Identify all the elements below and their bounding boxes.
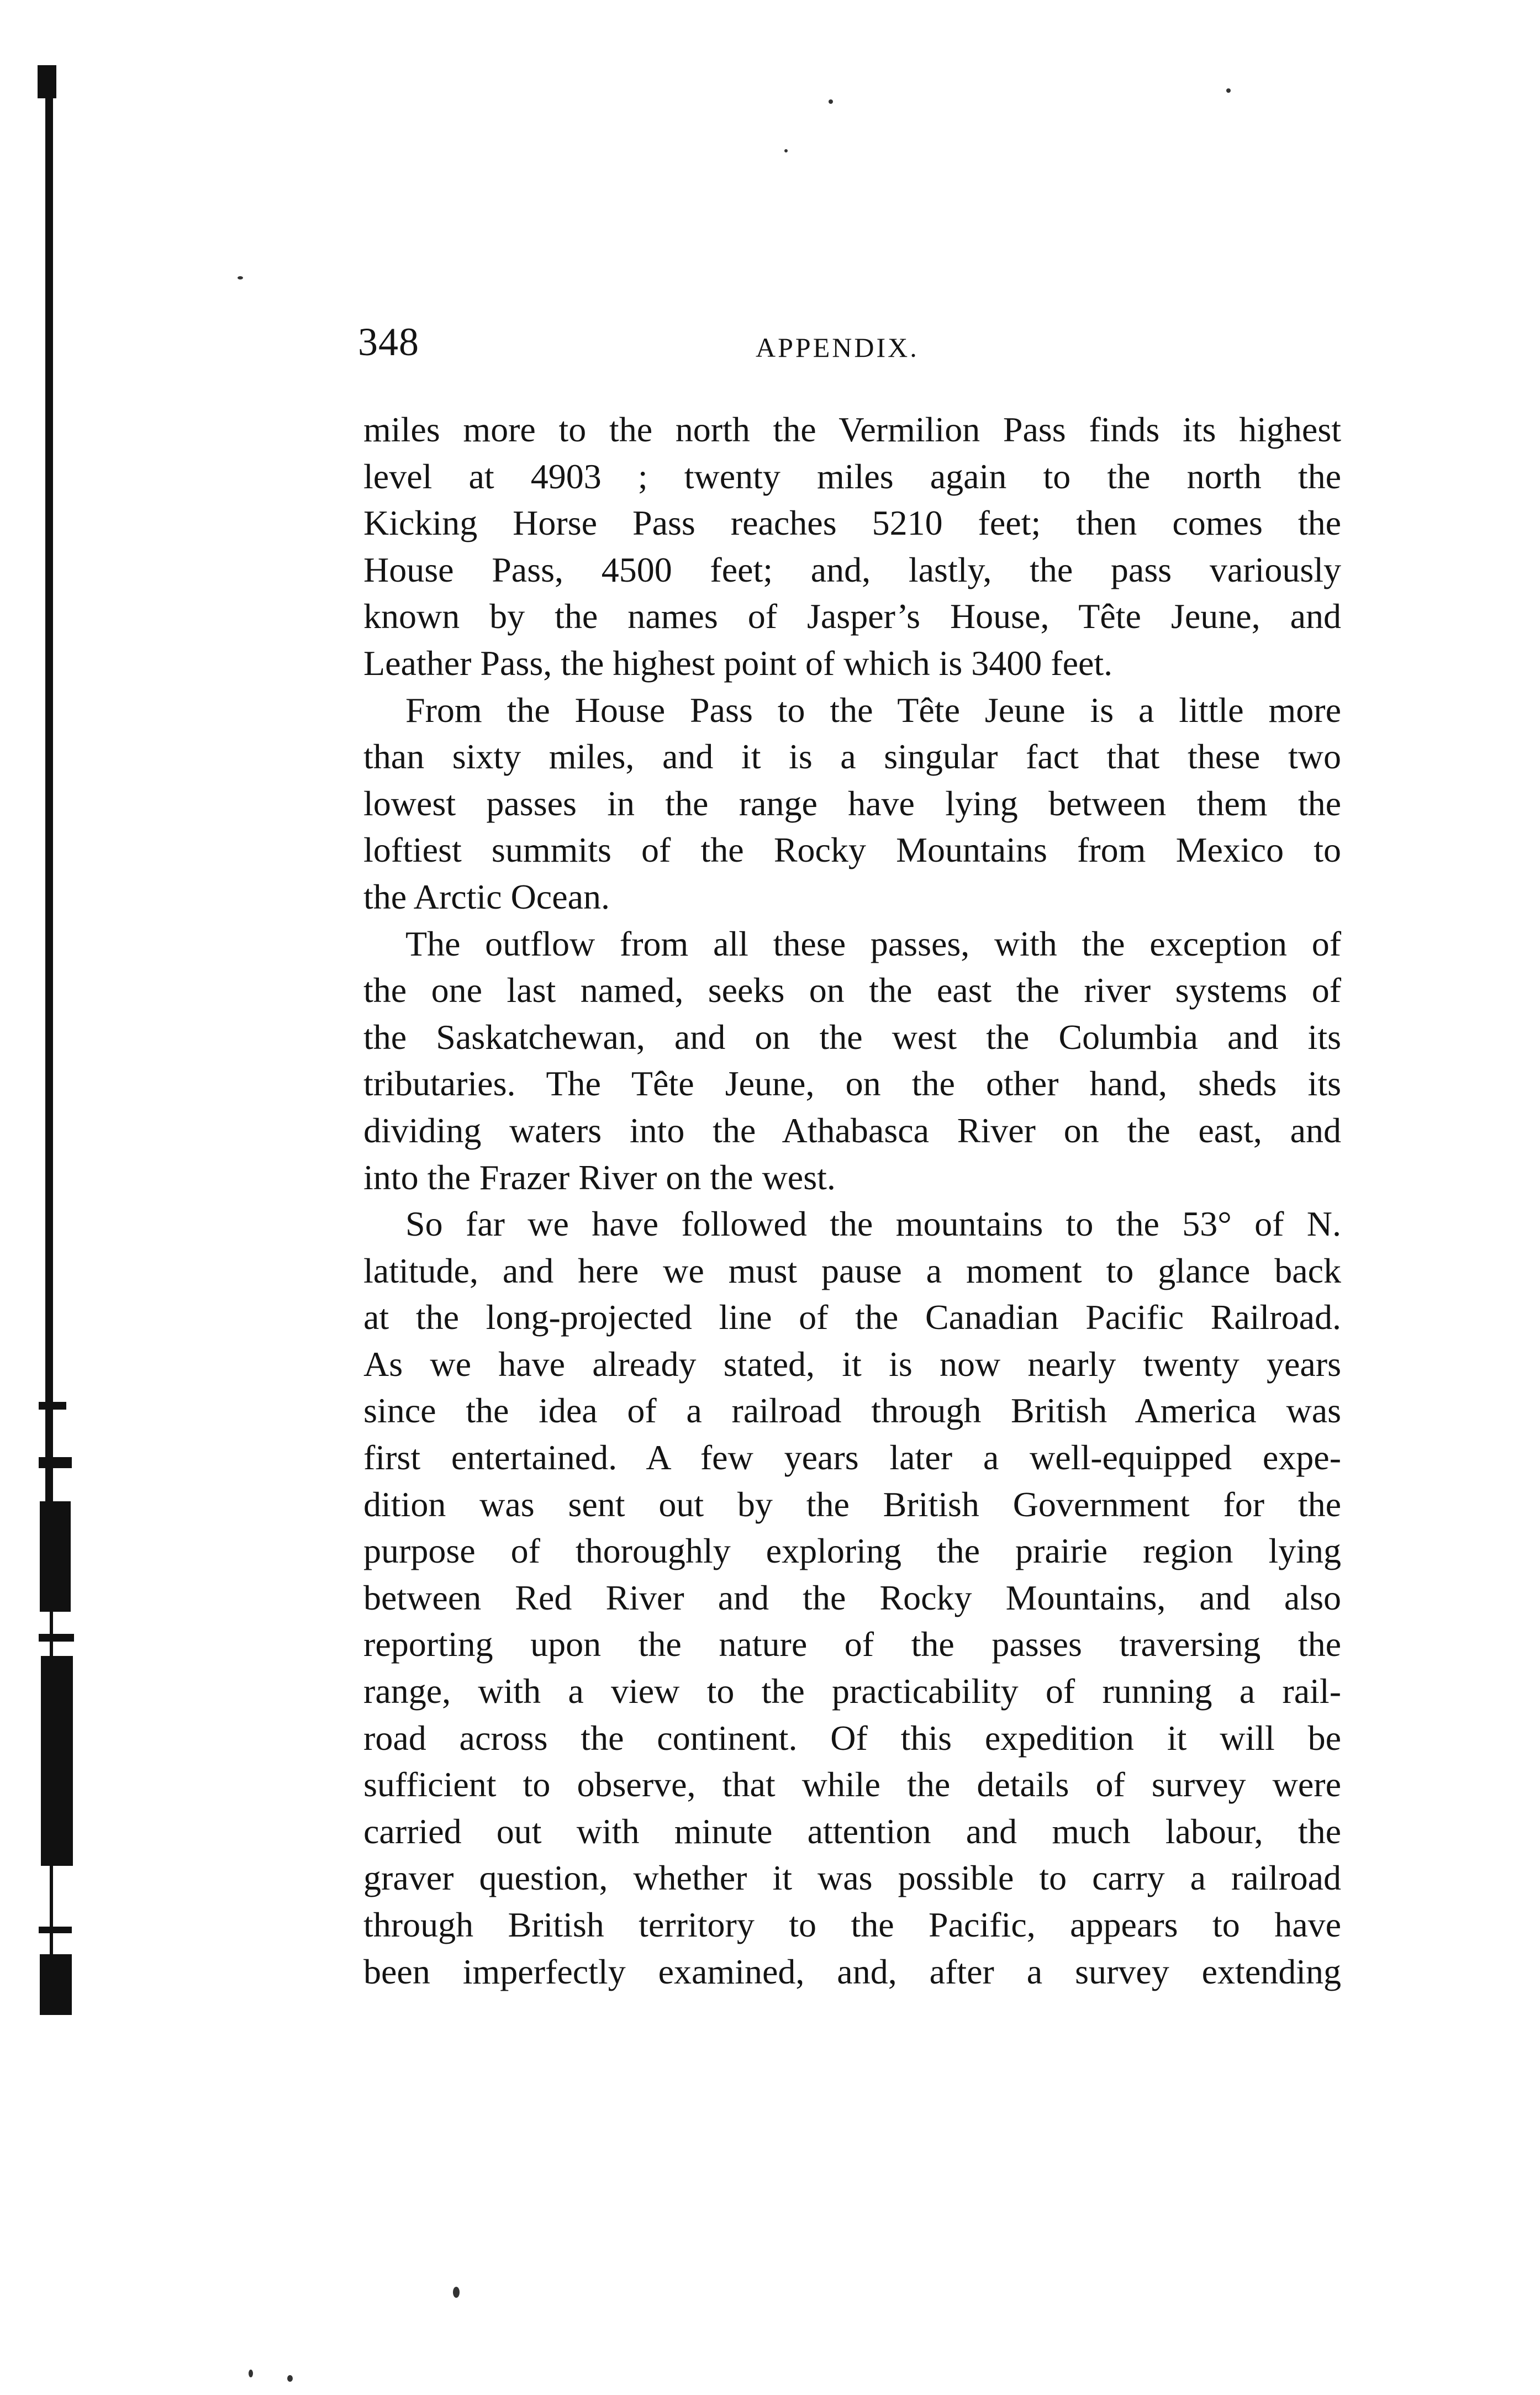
text-line: miles more to the north the Vermilion Pass finds its highest xyxy=(363,410,1341,449)
text-line: the Arctic Ocean. xyxy=(363,877,610,916)
text-line: between Red River and the Rocky Mountains, and also xyxy=(363,1578,1341,1617)
paragraph xyxy=(363,687,1341,921)
text-line: since the idea of a railroad through British America was xyxy=(363,1391,1341,1431)
text-line: As we have already stated, it is now nearly twenty years xyxy=(363,1344,1341,1384)
text-line: the one last named, seeks on the east the river systems of xyxy=(363,970,1341,1010)
text-line: Kicking Horse Pass reaches 5210 feet; then comes the xyxy=(363,503,1341,543)
text-line: Leather Pass, the highest point of which is 3400 feet. xyxy=(363,643,1113,683)
page-number: 348 xyxy=(358,320,419,364)
text-line: carried out with minute attention and much labour, the xyxy=(363,1811,1341,1851)
scan-speck xyxy=(249,2370,253,2377)
text-line: latitude, and here we must pause a moment to glance back xyxy=(363,1251,1341,1290)
scan-speck xyxy=(238,276,243,279)
text-line: tributaries. The Tête Jeune, on the other hand, sheds its xyxy=(363,1064,1341,1104)
text-line: first entertained. A few years later a well-equipped expe- xyxy=(363,1438,1341,1478)
text-line: graver question, whether it was possible to carry a railroad xyxy=(363,1858,1341,1898)
text-line: House Pass, 4500 feet; and, lastly, the pass variously xyxy=(363,550,1341,589)
text-line: known by the names of Jasper’s House, Tête Jeune, and xyxy=(363,597,1341,636)
paragraph xyxy=(363,921,1341,1201)
text-line: than sixty miles, and it is a singular fact that these two xyxy=(363,737,1341,777)
text-line: into the Frazer River on the west. xyxy=(363,1157,836,1197)
scan-speck xyxy=(287,2375,293,2382)
text-line: the Saskatchewan, and on the west the Columbia and its xyxy=(363,1017,1341,1057)
text-line: So far we have followed the mountains to the 53° of N. xyxy=(405,1204,1341,1244)
text-line: road across the continent. Of this expedition it will be xyxy=(363,1718,1341,1758)
text-line: reporting upon the nature of the passes traversing the xyxy=(363,1624,1341,1664)
text-line: lowest passes in the range have lying between them the xyxy=(363,783,1341,823)
text-line: purpose of thoroughly exploring the prairie region lying xyxy=(363,1531,1341,1571)
text-line: From the House Pass to the Tête Jeune is a little more xyxy=(405,690,1341,730)
scan-speck xyxy=(1226,88,1231,93)
text-line: at the long-projected line of the Canadian Pacific Railroad. xyxy=(363,1297,1341,1337)
text-line: dition was sent out by the British Government for the xyxy=(363,1484,1341,1524)
text-line: range, with a view to the practicability of running a rail- xyxy=(363,1671,1341,1711)
paragraph xyxy=(363,1201,1341,1995)
text-line: been imperfectly examined, and, after a survey extending xyxy=(363,1951,1341,1991)
text-line: sufficient to observe, that while the details of survey were xyxy=(363,1765,1341,1805)
running-head: APPENDIX. xyxy=(756,332,919,363)
scanned-binding-edge xyxy=(38,65,93,2015)
scan-speck xyxy=(453,2287,460,2298)
text-line: loftiest summits of the Rocky Mountains from Mexico to xyxy=(363,830,1341,870)
scan-speck xyxy=(784,149,788,152)
text-line: dividing waters into the Athabasca River on the east, and xyxy=(363,1110,1341,1150)
paragraph xyxy=(363,407,1341,687)
page-header xyxy=(358,319,1347,374)
text-line: through British territory to the Pacific, appears to have xyxy=(363,1905,1341,1944)
text-line: The outflow from all these passes, with the exception of xyxy=(405,924,1341,963)
text-line: level at 4903 ; twenty miles again to the north the xyxy=(363,456,1341,496)
body-text xyxy=(363,407,1341,1995)
scan-speck xyxy=(829,99,833,104)
